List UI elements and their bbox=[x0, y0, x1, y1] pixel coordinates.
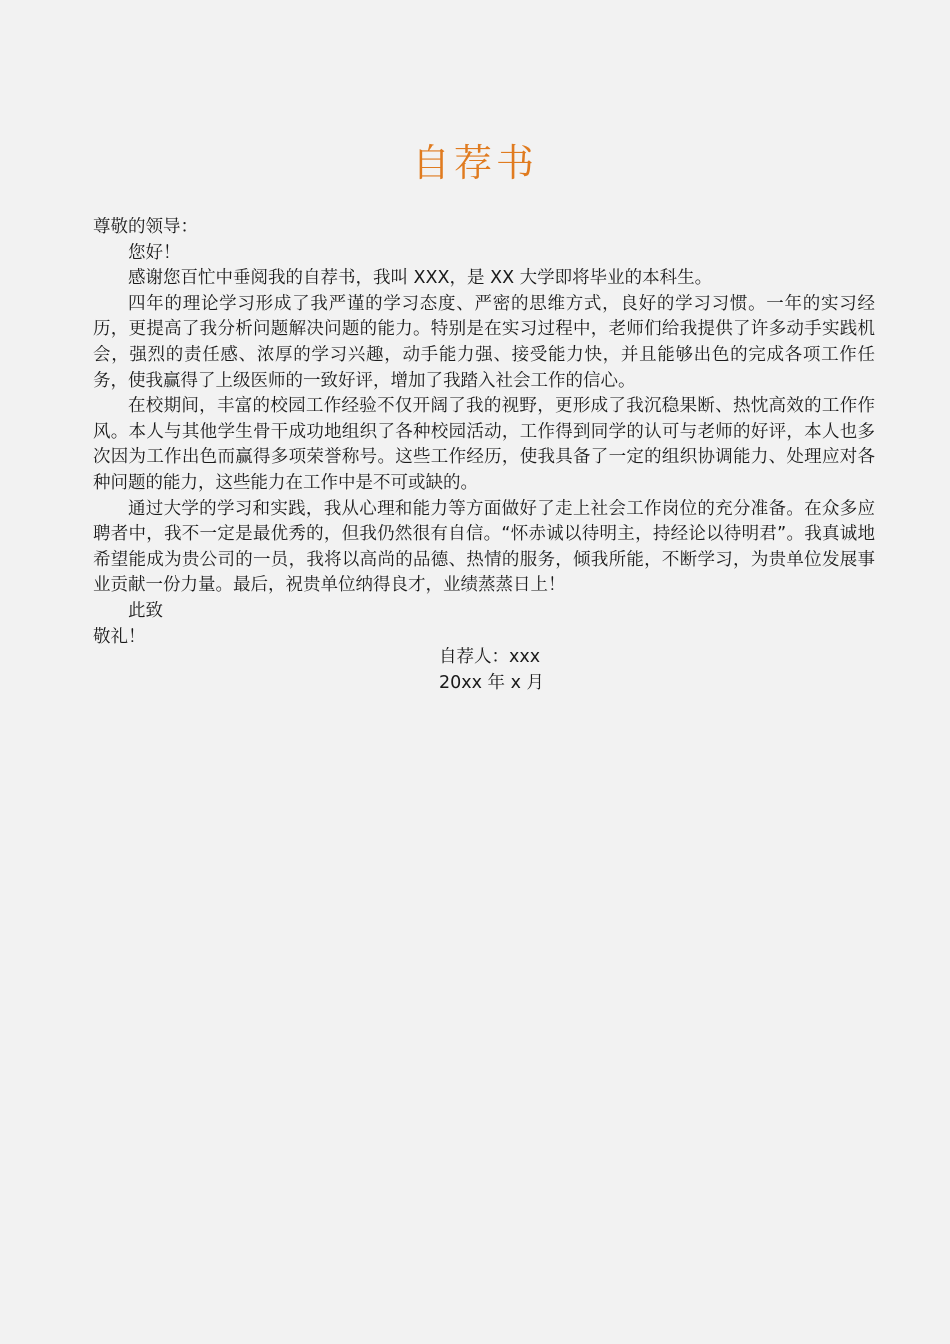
signature-block bbox=[439, 645, 544, 696]
regards: 敬礼！ bbox=[93, 626, 146, 647]
closing: 此致 bbox=[128, 600, 163, 621]
document-title: 自荐书 bbox=[411, 141, 538, 186]
salutation: 尊敬的领导： bbox=[93, 217, 198, 237]
date: 20xx 年 x 月 bbox=[439, 672, 545, 693]
signer: 自荐人：xxx bbox=[439, 647, 541, 667]
paragraph-intro: 感谢您百忙中垂阅我的自荐书，我叫 XXX，是 XX 大学即将毕业的本科生。 bbox=[128, 268, 713, 289]
paragraph-conclusion: 通过大学的学习和实践，我从心理和能力等方面做好了走上社会工作岗位的充分准备。在众多应聘者中，我不一定是最优秀的，但我仍然很有自信。“怀赤诚以待明主，持经论以待明君”。我真诚地希望能成为贵公司的一员，我将以高尚的品德、热情的服务，倾我所能，不断学习，为贵单位发展事业贡献一份力量。最后，祝贵单位纳得良才，业绩蒸蒸日上！ bbox=[93, 498, 875, 596]
greeting: 您好！ bbox=[128, 242, 181, 263]
paragraph-campus: 在校期间，丰富的校园工作经验不仅开阔了我的视野，更形成了我沉稳果断、热忱高效的工作作风。本人与其他学生骨干成功地组织了各种校园活动，工作得到同学的认可与老师的好评，本人也多次因为工作出色而赢得多项荣誉称号。这些工作经历，使我具备了一定的组织协调能力、处理应对各种问题的能力，这些能力在工作中是不可或缺的。 bbox=[93, 396, 875, 493]
paragraph-study: 四年的理论学习形成了我严谨的学习态度、严密的思维方式，良好的学习习惯。一年的实习经历，更提高了我分析问题解决问题的能力。特别是在实习过程中，老师们给我提供了许多动手实践机会，强烈的责任感、浓厚的学习兴趣，动手能力强、接受能力快，并且能够出色的完成各项工作任务，使我赢得了上级医师的一致好评，增加了我踏入社会工作的信心。 bbox=[93, 293, 875, 391]
letter-body bbox=[93, 215, 875, 650]
